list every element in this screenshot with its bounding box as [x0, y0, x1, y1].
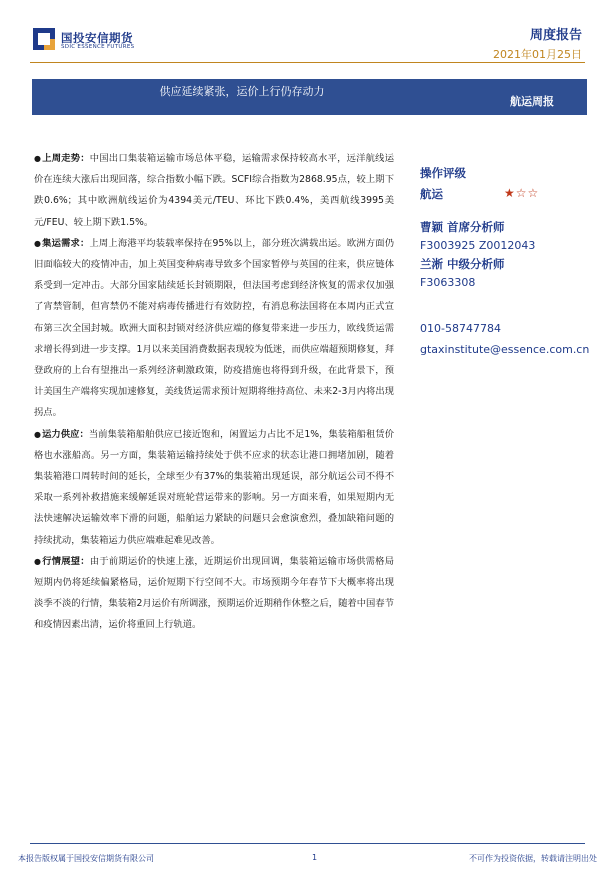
analyst-name: 兰淅 中级分析师	[420, 257, 505, 271]
report-type: 周度报告	[529, 28, 582, 43]
side-panel	[420, 165, 600, 360]
analyst-info	[420, 218, 600, 292]
analyst-license: F3063308	[420, 276, 476, 289]
report-category-tag: 航运周报	[510, 95, 554, 108]
paragraph-supply	[34, 424, 394, 551]
analyst-name: 曹颖 首席分析师	[420, 220, 505, 234]
paragraph-text: 由于前期运价的快速上涨，近期运价出现回调，集装箱运输市场供需格局短期内仍将延续偏紧格局，运价短期下行空间不大。市场预期今年春节下大概率将出现淡季不淡的行情，集装箱2月运价有所调涨，预期运价近期稍作休整之后，随着中国春节和疫情因素出清，运价将重回上行轨道。	[34, 555, 394, 631]
star-rating-icon: ★☆☆	[504, 186, 540, 200]
analyst-license: F3003925 Z0012043	[420, 239, 536, 252]
title-banner	[32, 79, 587, 115]
paragraph-demand	[34, 233, 394, 424]
rating-title: 操作评级	[420, 166, 466, 180]
paragraph-text: 上周上海港平均装载率保持在95%以上，部分班次满载出运。欧洲方面仍旧面临较大的疫情冲击，加上英国变种病毒导致多个国家暂停与英国的往来，供应链体系受到一定冲击。大部分国家陆续延长封锁期限，但法国考虑到经济恢复的需求仅加强了宵禁管制，但宵禁仍不能对病毒传播进行有效防控，有消息称法国将在本周内正式宣布第三次全国封城。欧洲大面积封锁对经济供应端的修复带来进一步压力，欧线货运需求增长得到进一步支撑。1月以来美国消费数据表现较为低迷，而供应端超预期修复，拜登政府的上台有望推出一系列经济刺激政策，防疫措施也将得到升级，在此背景下，预计美国生产端将实现加速修复，美线货运需求预计短期将维持高位、未来2-3月内将出现拐点。	[34, 237, 394, 419]
bullet-icon: ●	[34, 556, 42, 566]
contact-email[interactable]: gtaxinstitute@essence.com.cn	[420, 343, 590, 356]
paragraph-weekly-trend	[34, 148, 394, 233]
sdic-logo-icon	[33, 28, 55, 50]
bullet-icon: ●	[34, 154, 42, 163]
bullet-icon: ●	[34, 238, 42, 248]
bullet-icon: ●	[34, 429, 42, 439]
logo-text-en: SDIC ESSENCE FUTURES	[61, 44, 135, 50]
rating-row	[420, 186, 600, 206]
page-number: 1	[312, 853, 318, 862]
contact-phone: 010-58747784	[420, 322, 501, 335]
paragraph-outlook	[34, 551, 394, 636]
company-logo	[33, 28, 148, 52]
rating-sector: 航运	[420, 187, 443, 201]
paragraph-text: 中国出口集装箱运输市场总体平稳，运输需求保持较高水平，远洋航线运价在连续大涨后出现回落，综合指数小幅下跌。SCFI综合指数为2868.95点，较上期下跌0.6%；其中欧洲航线运价为4394美元/TEU、环比下跌0.4%，美西航线3995美元/FEU、较上期下跌1.5%。	[34, 153, 394, 228]
paragraph-lead: 上周走势：	[42, 153, 90, 164]
report-date: 2021年01月25日	[493, 48, 582, 61]
report-body	[34, 148, 394, 636]
paragraph-lead: 运力供应：	[42, 428, 89, 440]
report-title: 供应延续紧张，运价上行仍存动力	[159, 85, 325, 98]
footer-disclaimer: 不可作为投资依据，转载请注明出处	[469, 854, 597, 863]
footer-divider	[30, 843, 585, 844]
paragraph-lead: 行情展望：	[42, 555, 90, 567]
contact-info	[420, 318, 600, 360]
footer-copyright: 本报告版权属于国投安信期货有限公司	[18, 854, 154, 863]
header-divider	[30, 62, 585, 63]
paragraph-lead: 集运需求：	[42, 237, 90, 249]
logo-text-cn: 国投安信期货	[61, 31, 133, 45]
paragraph-text: 当前集装箱船舶供应已接近饱和，闲置运力占比不足1%，集装箱船租赁价格也水涨船高。另一方面，集装箱运输持续处于供不应求的状态让港口拥堵加剧，随着集装箱港口周转时间的延长，全球至少有37%的集装箱出现延误，部分航运公司不得不采取一系列补救措施来缓解延误对班轮营运带来的影响。另一方面来看，如果短期内无法快速解决运输效率下滑的问题，船舶运力紧缺的问题只会愈演愈烈，叠加缺箱问题的持续扰动，集装箱运力供应端难起难见改善。	[34, 428, 395, 546]
